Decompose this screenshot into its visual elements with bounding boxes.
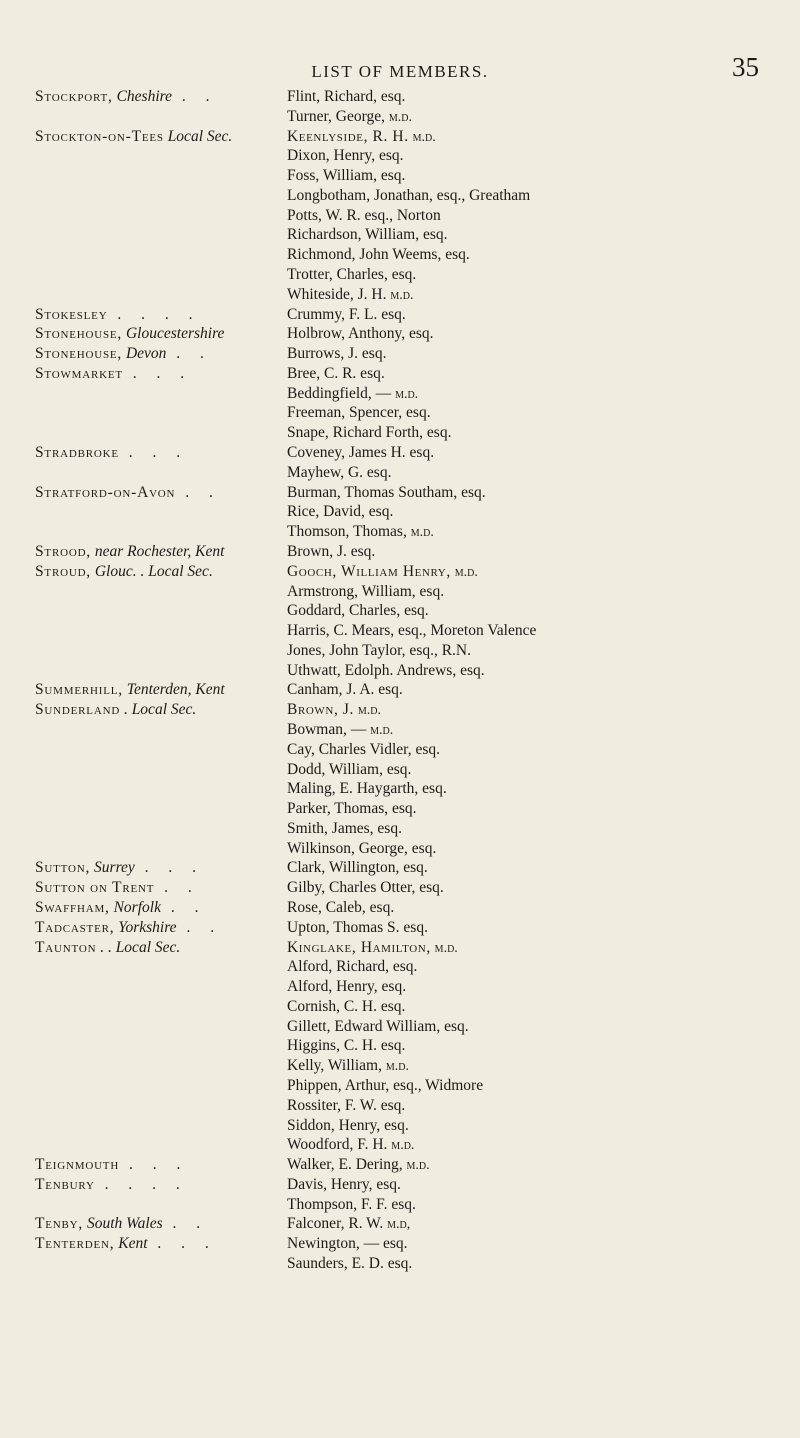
member-name: Upton, Thomas S. esq. <box>287 918 428 936</box>
place-town: Stratford-on-Avon <box>35 483 176 501</box>
member-entry <box>287 858 428 877</box>
member-name: Alford, Henry, esq. <box>287 978 407 996</box>
member-name: Rose, Caleb, esq. <box>287 898 395 916</box>
list-row <box>0 601 800 620</box>
member-entry <box>287 522 434 542</box>
member-entry <box>287 186 530 205</box>
list-row <box>0 1056 800 1075</box>
place-county: Kent <box>118 1235 148 1253</box>
member-name: Clark, Willington, esq. <box>287 859 428 877</box>
member-entry <box>287 977 406 996</box>
member-entry <box>287 324 434 343</box>
member-name: Parker, Thomas, esq. <box>287 800 417 818</box>
member-entry <box>287 1017 469 1036</box>
list-row <box>0 997 800 1016</box>
member-name: Armstrong, William, esq. <box>287 582 445 600</box>
list-row <box>0 245 800 264</box>
list-row <box>0 1214 800 1233</box>
list-row <box>0 957 800 976</box>
list-row <box>0 779 800 798</box>
list-row <box>0 1254 800 1273</box>
member-entry <box>287 621 536 640</box>
place-dots: . . <box>164 879 200 897</box>
list-row <box>0 641 800 660</box>
member-name: Thomson, Thomas, <box>287 523 407 541</box>
list-row <box>0 483 800 502</box>
member-entry <box>287 107 412 127</box>
member-name: Saunders, E. D. esq. <box>287 1255 413 1273</box>
member-entry <box>287 1076 483 1095</box>
place-dots: . . . . <box>117 305 201 323</box>
place-note: Local Sec. <box>167 127 233 145</box>
member-entry <box>287 601 429 620</box>
member-title: m.d. <box>370 722 394 738</box>
member-name: Beddingfield, — <box>287 384 392 402</box>
member-name: Davis, Henry, esq. <box>287 1175 401 1193</box>
list-row <box>0 522 800 541</box>
member-name: Kinglake, Hamilton, <box>287 938 431 956</box>
list-row <box>0 760 800 779</box>
member-title: m.d. <box>406 1158 430 1174</box>
member-entry <box>287 878 444 897</box>
member-name: Cay, Charles Vidler, esq. <box>287 740 440 758</box>
place-name <box>35 1214 208 1233</box>
member-name: Gilby, Charles Otter, esq. <box>287 879 444 897</box>
place-note: . Local Sec. <box>140 562 213 580</box>
list-row <box>0 166 800 185</box>
list-row <box>0 661 800 680</box>
place-county: near Rochester, Kent <box>94 542 225 560</box>
list-row <box>0 858 800 877</box>
place-town: Sutton, <box>35 859 91 877</box>
member-entry <box>287 344 386 363</box>
place-name <box>35 127 232 146</box>
list-row <box>0 720 800 739</box>
place-name <box>35 938 180 957</box>
list-row <box>0 502 800 521</box>
member-title: m.d. <box>454 564 478 580</box>
place-note: . . Local Sec. <box>100 938 181 956</box>
place-county: Yorkshire <box>118 918 177 936</box>
member-entry <box>287 502 393 521</box>
member-name: Dodd, William, esq. <box>287 760 412 778</box>
member-entry <box>287 1234 408 1253</box>
member-entry <box>287 384 418 404</box>
member-name: Smith, James, esq. <box>287 819 402 837</box>
member-entry <box>287 700 381 720</box>
member-title: m.d. <box>388 109 412 125</box>
member-entry <box>287 463 391 482</box>
member-name: Coveney, James H. esq. <box>287 444 435 462</box>
list-row <box>0 1116 800 1135</box>
member-title: m.d. <box>412 129 436 145</box>
running-header: LIST OF MEMBERS. <box>311 62 489 81</box>
place-town: Teignmouth <box>35 1156 120 1174</box>
member-entry <box>287 1036 405 1055</box>
member-name: Canham, J. A. esq. <box>287 681 403 699</box>
member-name: Keenlyside, R. H. <box>287 127 409 145</box>
member-name: Bree, C. R. esq. <box>287 364 385 382</box>
member-entry <box>287 779 447 798</box>
place-dots: . . . <box>144 859 205 877</box>
member-entry <box>287 1254 412 1273</box>
member-entry <box>287 997 405 1016</box>
list-row <box>0 403 800 422</box>
place-town: Stokesley <box>35 305 108 323</box>
list-row <box>0 1175 800 1194</box>
place-name <box>35 483 221 502</box>
member-entry <box>287 245 470 264</box>
member-entry <box>287 166 405 185</box>
member-name: Cornish, C. H. esq. <box>287 997 406 1015</box>
list-row <box>0 146 800 165</box>
place-name <box>35 1175 188 1194</box>
member-title: m.d. <box>410 525 434 541</box>
member-title: m.d. <box>434 940 458 956</box>
place-dots: . . <box>186 918 223 936</box>
member-name: Foss, William, esq. <box>287 167 406 185</box>
member-name: Thompson, F. F. esq. <box>287 1195 416 1213</box>
list-row <box>0 839 800 858</box>
list-row <box>0 384 800 403</box>
list-row <box>0 1195 800 1214</box>
place-name <box>35 305 200 324</box>
place-town: Taunton <box>35 938 97 956</box>
member-name: Walker, E. Dering, <box>287 1156 403 1174</box>
list-row <box>0 582 800 601</box>
member-name: Richardson, William, esq. <box>287 226 448 244</box>
place-town: Tenby, <box>35 1215 84 1233</box>
member-name: Richmond, John Weems, esq. <box>287 246 470 264</box>
member-name: Crummy, F. L. esq. <box>287 305 406 323</box>
list-row <box>0 265 800 284</box>
member-name: Rossiter, F. W. esq. <box>287 1096 406 1114</box>
list-row <box>0 562 800 581</box>
place-dots: . . <box>185 483 221 501</box>
member-title: m.d. <box>395 386 419 402</box>
list-row <box>0 621 800 640</box>
place-dots: . . . . <box>104 1175 188 1193</box>
member-entry <box>287 206 441 225</box>
list-row <box>0 977 800 996</box>
member-entry <box>287 957 417 976</box>
member-name: Jones, John Taylor, esq., R.N. <box>287 641 472 659</box>
member-entry <box>287 364 385 383</box>
member-name: Gooch, William Henry, <box>287 562 451 580</box>
place-town: Stockton-on-Tees <box>35 127 164 145</box>
place-dots: . . <box>176 345 212 363</box>
list-row <box>0 285 800 304</box>
list-row <box>0 324 800 343</box>
list-row <box>0 1076 800 1095</box>
member-name: Mayhew, G. esq. <box>287 463 392 481</box>
place-note: . Local Sec. <box>123 701 197 719</box>
place-name <box>35 542 224 561</box>
member-entry <box>287 423 451 442</box>
member-entry <box>287 265 416 284</box>
place-town: Stonehouse, <box>35 345 123 363</box>
member-title: m.d. <box>357 703 382 719</box>
member-entry <box>287 740 440 759</box>
list-row <box>0 700 800 719</box>
member-name: Higgins, C. H. esq. <box>287 1037 406 1055</box>
place-name <box>35 87 217 106</box>
list-row <box>0 740 800 759</box>
member-entry <box>287 443 434 462</box>
place-name <box>35 878 200 897</box>
place-dots: . . . <box>128 1156 189 1174</box>
member-entry <box>287 641 471 660</box>
list-row <box>0 1096 800 1115</box>
member-entry <box>287 720 393 740</box>
member-name: Brown, J. esq. <box>287 542 376 560</box>
member-name: Holbrow, Anthony, esq. <box>287 325 434 343</box>
member-name: Turner, George, <box>287 107 385 125</box>
place-county: Surrey <box>94 859 135 877</box>
place-name <box>35 1234 217 1253</box>
place-name <box>35 918 222 937</box>
place-name <box>35 1155 188 1174</box>
place-name <box>35 344 212 363</box>
member-entry <box>287 87 405 106</box>
member-name: Snape, Richard Forth, esq. <box>287 424 452 442</box>
member-entry <box>287 1135 414 1155</box>
member-name: Alford, Richard, esq. <box>287 958 418 976</box>
member-name: Freeman, Spencer, esq. <box>287 404 431 422</box>
member-entry <box>287 542 375 561</box>
list-row <box>0 127 800 146</box>
place-county: Glouc. <box>94 562 137 580</box>
member-name: Rice, David, esq. <box>287 503 394 521</box>
place-town: Sutton on Trent <box>35 879 155 897</box>
member-title: m.d. <box>390 287 414 303</box>
member-entry <box>287 799 417 818</box>
member-entry <box>287 760 411 779</box>
list-row <box>0 542 800 561</box>
place-town: Swaffham, <box>35 898 110 916</box>
member-name: Burrows, J. esq. <box>287 345 387 363</box>
member-name: Maling, E. Haygarth, esq. <box>287 780 447 798</box>
place-dots: . . <box>172 1215 209 1233</box>
member-entry <box>287 127 436 147</box>
member-entry <box>287 1214 410 1234</box>
member-name: Harris, C. Mears, esq., Moreton Valence <box>287 622 537 640</box>
place-town: Sunderland <box>35 701 121 719</box>
member-entry <box>287 1116 409 1135</box>
list-row <box>0 186 800 205</box>
list-row <box>0 423 800 442</box>
member-name: Siddon, Henry, esq. <box>287 1116 409 1134</box>
member-name: Goddard, Charles, esq. <box>287 602 429 620</box>
place-county: South Wales <box>86 1215 163 1233</box>
member-name: Trotter, Charles, esq. <box>287 266 417 284</box>
member-entry <box>287 819 402 838</box>
list-row <box>0 938 800 957</box>
member-name: Woodford, F. H. <box>287 1136 388 1154</box>
place-dots: . . <box>170 898 207 916</box>
member-entry <box>287 661 485 680</box>
member-name: Newington, — esq. <box>287 1235 408 1253</box>
list-row <box>0 1017 800 1036</box>
list-row <box>0 1135 800 1154</box>
member-name: Brown, J. <box>287 701 355 719</box>
list-row <box>0 463 800 482</box>
place-town: Summerhill, <box>35 681 123 699</box>
member-name: Falconer, R. W. <box>287 1215 384 1233</box>
place-name <box>35 700 196 719</box>
member-entry <box>287 918 428 937</box>
place-town: Strood, <box>35 542 91 560</box>
place-name <box>35 443 188 462</box>
list-row <box>0 918 800 937</box>
place-town: Tadcaster, <box>35 918 115 936</box>
list-row <box>0 87 800 106</box>
place-dots: . . . <box>132 364 193 382</box>
member-name: Uthwatt, Edolph. Andrews, esq. <box>287 661 485 679</box>
member-entry <box>287 582 444 601</box>
member-entry <box>287 305 406 324</box>
list-row <box>0 443 800 462</box>
member-entry <box>287 1175 401 1194</box>
member-name: Whiteside, J. H. <box>287 285 387 303</box>
place-dots: . . . <box>128 444 189 462</box>
member-name: Burman, Thomas Southam, esq. <box>287 483 486 501</box>
list-row <box>0 344 800 363</box>
place-dots: . . . <box>157 1235 217 1253</box>
place-county: Norfolk <box>113 898 161 916</box>
list-row <box>0 364 800 383</box>
place-town: Stockport, <box>35 88 113 105</box>
member-title: m.d. <box>385 1059 409 1075</box>
member-entry <box>287 1155 430 1175</box>
member-name: Gillett, Edward William, esq. <box>287 1017 469 1035</box>
place-dots: . . <box>181 88 218 105</box>
member-entry <box>287 1056 409 1076</box>
place-county: Cheshire <box>116 88 172 105</box>
list-row <box>0 1036 800 1055</box>
place-county: Devon <box>125 345 167 363</box>
member-entry <box>287 403 431 422</box>
list-row <box>0 799 800 818</box>
place-name <box>35 324 224 343</box>
place-town: Tenterden, <box>35 1235 115 1253</box>
place-name <box>35 898 206 917</box>
place-county: Gloucestershire <box>125 325 225 343</box>
list-row <box>0 107 800 126</box>
list-row <box>0 819 800 838</box>
list-row <box>0 206 800 225</box>
member-name: Dixon, Henry, esq. <box>287 147 404 165</box>
member-entry <box>287 1096 405 1115</box>
place-name <box>35 858 204 877</box>
list-row <box>0 225 800 244</box>
place-town: Stonehouse, <box>35 325 123 343</box>
member-name: Wilkinson, George, esq. <box>287 839 437 857</box>
member-name: Kelly, William, <box>287 1057 382 1075</box>
member-title: m.d, <box>387 1217 411 1233</box>
list-row <box>0 680 800 699</box>
place-name <box>35 680 225 699</box>
member-name: Phippen, Arthur, esq., Widmore <box>287 1077 484 1094</box>
place-town: Tenbury <box>35 1175 95 1193</box>
member-entry <box>287 483 486 502</box>
list-row <box>0 898 800 917</box>
member-entry <box>287 562 478 582</box>
member-entry <box>287 225 448 244</box>
member-title: m.d. <box>391 1138 415 1154</box>
member-entry <box>287 146 404 165</box>
place-town: Stradbroke <box>35 444 119 462</box>
list-row <box>0 1234 800 1253</box>
list-row <box>0 878 800 897</box>
member-name: Longbotham, Jonathan, esq., Greatham <box>287 186 531 204</box>
place-name <box>35 562 213 581</box>
member-name: Flint, Richard, esq. <box>287 88 406 105</box>
list-row <box>0 305 800 324</box>
member-entry <box>287 938 458 958</box>
page-number: 35 <box>732 52 759 82</box>
place-town: Stroud, <box>35 562 91 580</box>
member-name: Bowman, — <box>287 720 367 738</box>
member-entry <box>287 898 394 917</box>
member-name: Potts, W. R. esq., Norton <box>287 206 441 224</box>
member-entry <box>287 285 413 305</box>
place-town: Stowmarket <box>35 364 123 382</box>
place-county: Tenterden, Kent <box>126 681 225 699</box>
member-entry <box>287 1195 416 1214</box>
place-name <box>35 364 192 383</box>
member-entry <box>287 680 403 699</box>
member-entry <box>287 839 436 858</box>
list-row <box>0 1155 800 1174</box>
